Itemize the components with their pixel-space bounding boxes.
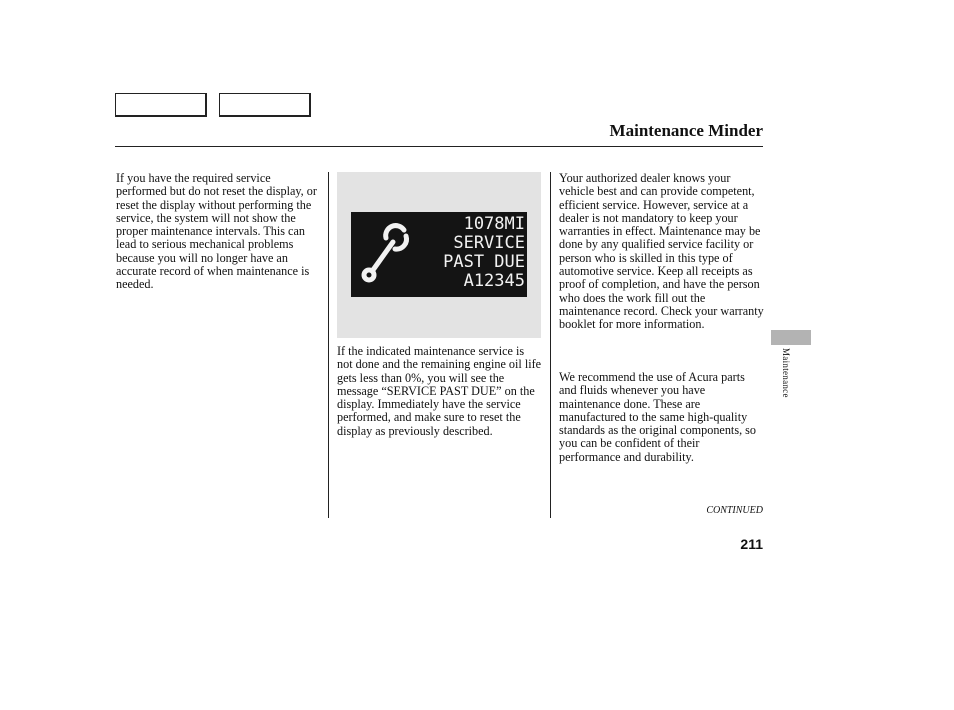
display-past-due: PAST DUE xyxy=(443,252,525,272)
column-divider-1 xyxy=(328,172,329,518)
service-display-screen xyxy=(351,212,527,297)
display-figure xyxy=(337,172,541,338)
display-mileage: 1078MI xyxy=(463,214,525,234)
right-column-text-2: We recommend the use of Acura parts and fluids whenever you have maintenance done. These are manufactured to the same high-quality standards as the original components, so you can be confident of their performance and durability. xyxy=(559,370,756,464)
middle-column-text: If the indicated maintenance service is not done and the remaining engine oil life gets less than 0%, you will see the message “SERVICE PAST DUE” on the display. Immediately have the service performed, and make sure to reset the display as previously described. xyxy=(337,344,542,438)
section-tab xyxy=(771,330,811,345)
left-column-text: If you have the required service performed but do not reset the display, or reset the display without performing the service, the system will not show the proper maintenance intervals. This can lead to serious mechanical problems because you will no longer have an accurate record of when maintenance is needed. xyxy=(116,171,317,292)
section-tab-label: Maintenance xyxy=(781,348,791,398)
wrench-icon xyxy=(359,222,411,284)
display-readout xyxy=(421,215,525,291)
title-rule xyxy=(115,146,763,147)
nav-button-2[interactable] xyxy=(219,93,311,117)
page-number: 211 xyxy=(740,536,763,552)
right-column-text-1: Your authorized dealer knows your vehicle best and can provide competent, efficient service. However, service at a dealer is not mandatory to keep your warranties in effect. Maintenance may be done by any qualified service facility or person who is skilled in this type of automotive service. Keep all receipts as proof of completion, and have the person who does the work fill out the maintenance record. Check your warranty booklet for more information. xyxy=(559,171,764,332)
nav-button-1[interactable] xyxy=(115,93,207,117)
column-divider-2 xyxy=(550,172,551,518)
display-code: A12345 xyxy=(463,271,525,291)
page-title: Maintenance Minder xyxy=(609,121,763,140)
continued-label: CONTINUED xyxy=(706,505,763,516)
display-service: SERVICE xyxy=(453,233,525,253)
